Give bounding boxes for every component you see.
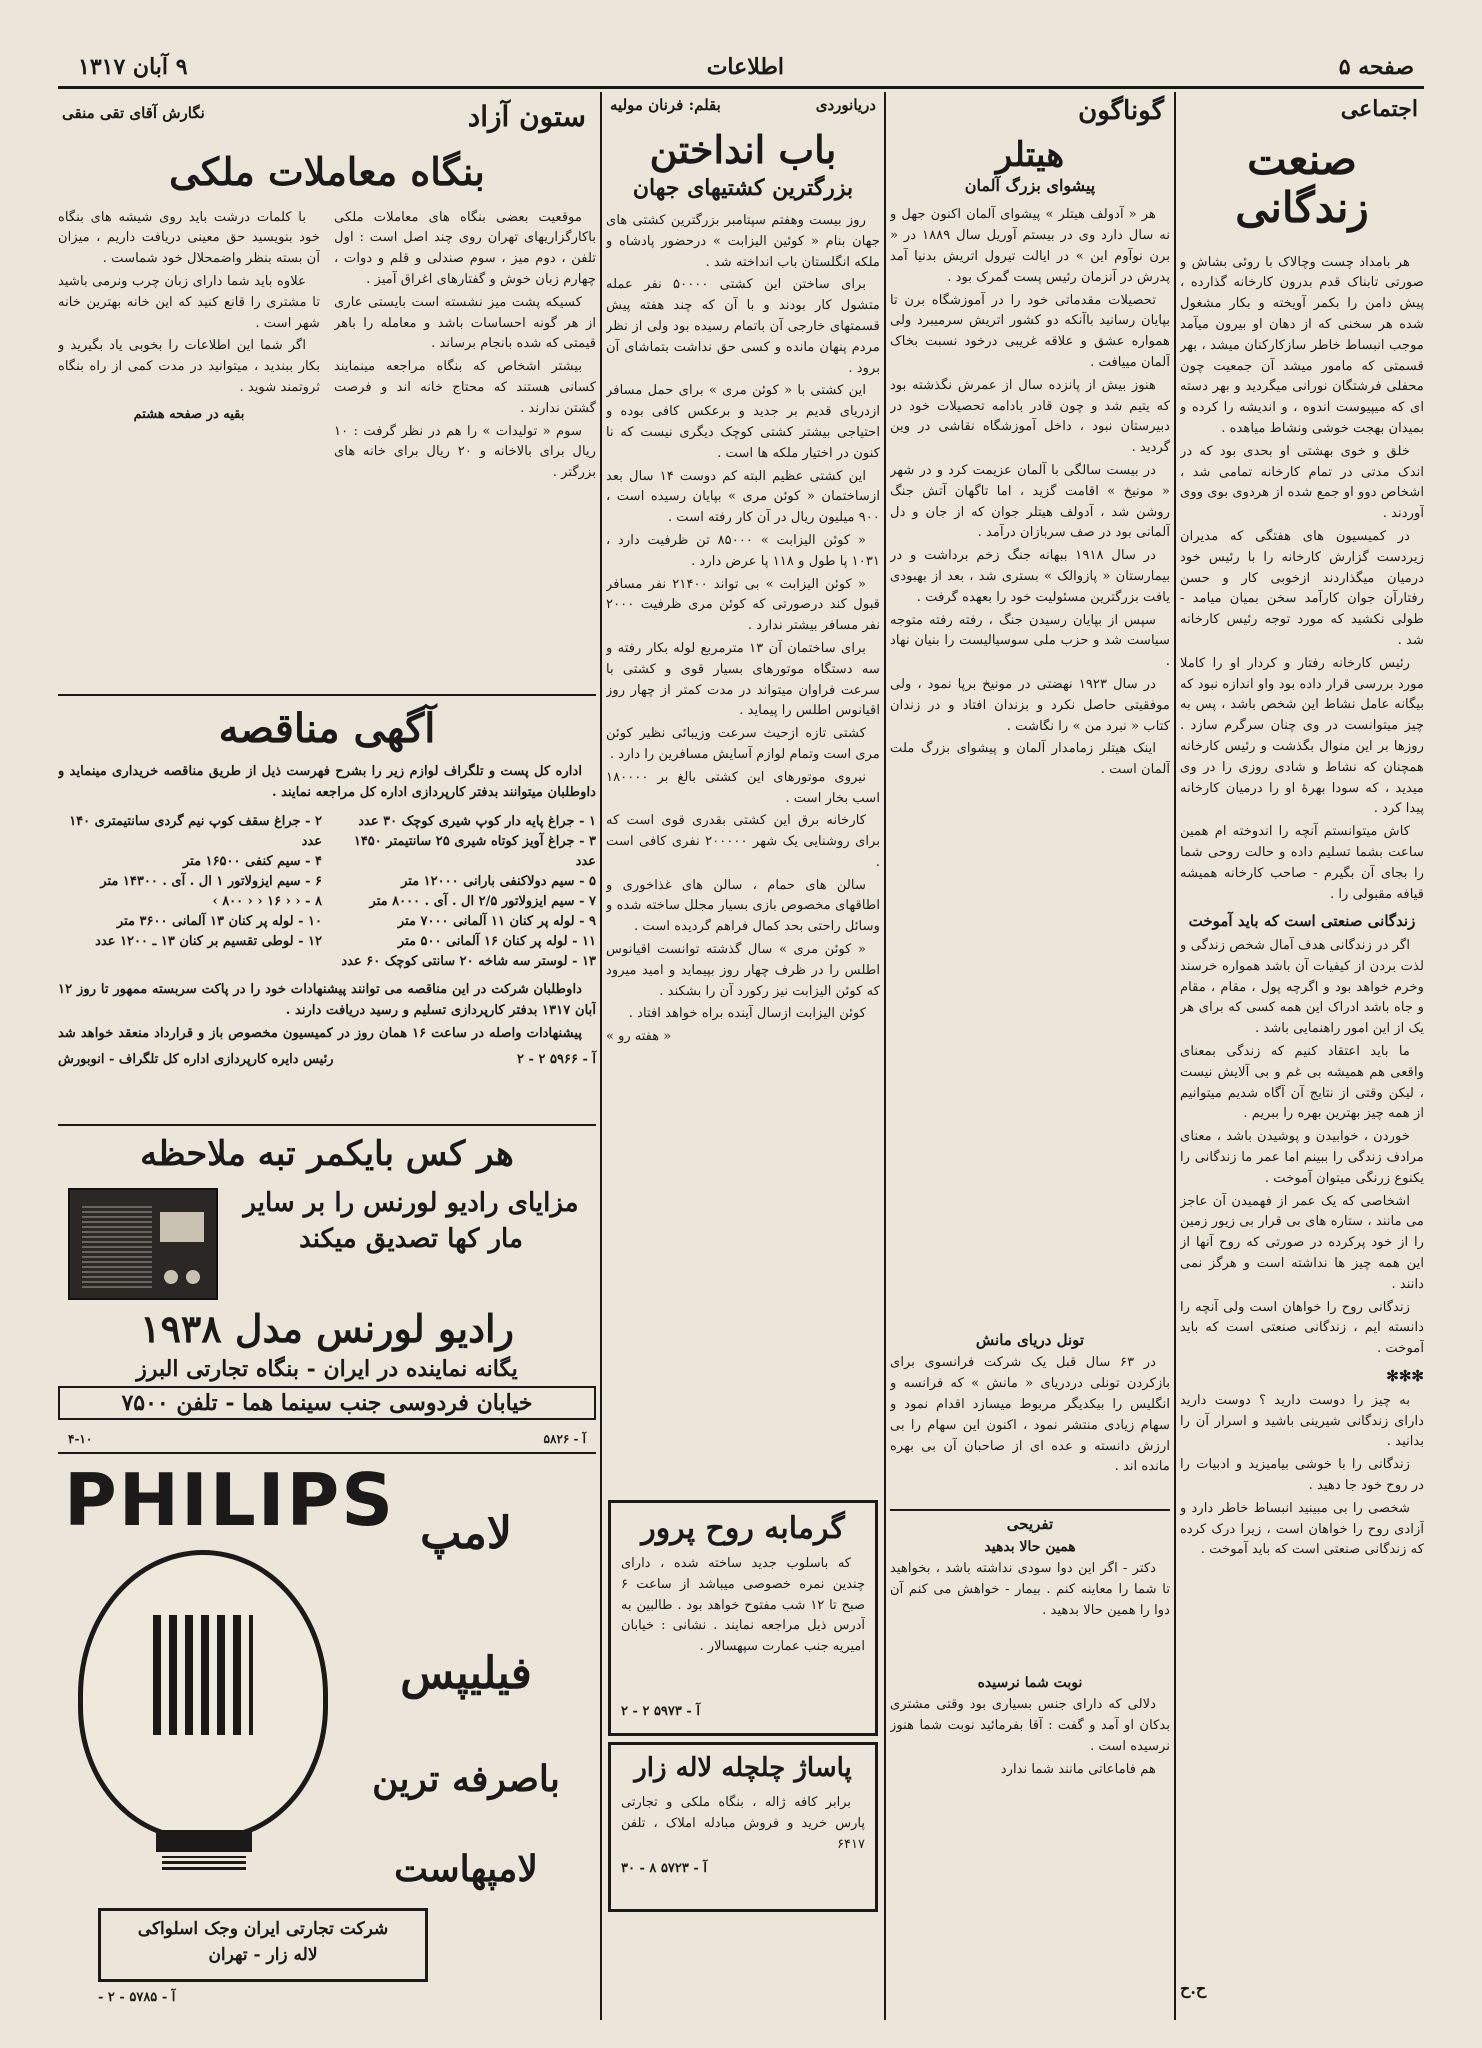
misc-title: هیتلر: [995, 135, 1065, 175]
radio-set-image: [68, 1188, 218, 1300]
tender-items-left: [58, 812, 322, 972]
social-kicker: اجتماعی: [1340, 96, 1418, 122]
paragraph: به چیز را دوست دارید ؟ دوست دارید دارای زندگانی شیرینی باشید و اسرار آن را بدانید .: [1180, 1392, 1424, 1450]
philips-address: لاله زار - تهران: [208, 1945, 318, 1965]
radio-text: [226, 1188, 596, 1254]
philips-line1: لامپ: [420, 1508, 512, 1559]
passage-ad: [608, 1742, 878, 1912]
social-column: [1180, 96, 1424, 2016]
tender-item: ۲ - جراغ سقف کوپ نیم گردی سانتیمتری ۱۴۰ عدد: [69, 814, 322, 849]
header-rule: [58, 86, 1424, 89]
paragraph: در کمیسیون های هفتگی که مدیران زیردست گزارش کارخانه را با رئیس خود درمیان میگذاردند ازخوبی کار و حسن رفتارآن جوان کارآمد سخن بمیان میامد - طولی نکشید که مورد توجه رئیس کارخانه شد .: [1180, 528, 1424, 648]
paragraph: اگر در زندگانی هدف آمال شخص زندگی و لذت بردن از کیفیات آن باشد همواره خرسند وخرم خواهد بود و اگرچه پول ، مقام ، مقام و جاه باشد ادراک این همه کسی که برای هر یک از این امور راهنمایی باشد .: [1180, 938, 1424, 1037]
paragraph: در ۶۳ سال قبل یک شرکت فرانسوی برای بازکردن تونلی دردریای « مانش » که فرانسه و انگلیس را بیکدیگر مربوط میسازد اقدام نمود و سهام زیادی منتشر نمود ، اکنون این سهام را بی ارزش دانسته و عده ای از صاحبان آن بی بهره مانده اند .: [890, 1355, 1170, 1475]
tender-item: ۹ - لوله پر کنان ۱۱ آلمانی ۷۰۰۰ متر: [397, 914, 596, 929]
paragraph: اینک هیتلر زمامدار آلمان و پیشوای بزرگ ملت آلمان است .: [890, 741, 1170, 778]
paragraph: زندگانی را با خوشی بیامیزید و ادبیات را در روح خود جا دهید .: [1180, 1457, 1424, 1494]
paragraph: دکتر - اگر این دوا سودی نداشته باشد ، بخواهید تا شما را معاینه کنم . بیمار - خواهش می کنم آن دوا را همین حالا بدهید .: [890, 1561, 1170, 1619]
free-col-left: [58, 208, 320, 648]
radio-line6: خیابان فردوسی جنب سینما هما - تلفن ۷۵۰۰: [58, 1386, 596, 1420]
tender-intro: [58, 762, 596, 806]
free-kicker: ستون آزاد: [467, 100, 586, 133]
paragraph: هر « آدولف هیتلر » پیشوای آلمان اکنون جهل و نه سال دارد وی در بیستم آوریل سال ۱۸۸۹ در « برن نوآوم این » در ایالت تیرول اتریش بدنیا آمد پدرش در آنزمان رئیس پست گمرک بود .: [890, 207, 1170, 285]
tender-item: ۶ - سیم ایزولاتور ۱ ال . آی . ۱۴۳۰۰ متر: [100, 874, 322, 889]
passage-text: [621, 1793, 865, 1861]
free-col-right: [334, 208, 596, 648]
free-title: بنگاه معاملات ملکی: [169, 149, 485, 194]
paragraph: این کشتی عظیم البته کم دوست ۱۴ سال بعد ازساختمان « کوئن مری » بپایان رسیده است ، ۹۰۰ میلیون ریال در آن کار رفته است .: [606, 468, 880, 526]
tender-notice: [58, 700, 596, 1126]
bath-code: آ - ۵۹۷۳ ۲ - ۲: [621, 1704, 700, 1719]
paragraph: کارخانه برق این کشتی بقدری قوی است که برای روشنایی یک شهر ۲۰۰۰۰۰ نفری کافی است .: [606, 813, 880, 870]
misc-subtitle: پیشوای بزرگ آلمان: [964, 176, 1096, 196]
radio-line1: هر کس بایکمر تبه ملاحظه: [140, 1134, 514, 1174]
paragraph: « کوئن الیزابت » ۸۵۰۰۰ تن ظرفیت دارد ، ۱۰۳۱ پا طول و ۱۱۸ پا عرض دارد .: [606, 532, 880, 569]
paragraph: « کوئن مری » سال گذشته توانست اقیانوس اطلس را در ظرف چهار روز بپیماید و امید میرود که کوئن الیزابت نیز رکورد آن را بشکند .: [606, 942, 880, 999]
social-subhead: زندگانی صنعتی است که باید آموخت: [1188, 912, 1416, 931]
paragraph: هم فاماعاتی مانند شما ندارد: [1000, 1761, 1156, 1777]
paragraph: خلق و خوی بهشتی او بحدی بود که در اندک مدتی در تمام کارخانه تمامی شد ، اشخاص دوو او جمع شده از هردوی بوی ووی آوردند .: [1180, 443, 1424, 522]
paragraph: شخصی را بی مبینید انبساط خاطر دارد و آزادی روح را خواهان است ، زیرا درک کرده که زندگانی صنعتی است که باید آموخت .: [1180, 1500, 1424, 1558]
paragraph: داوطلبان شرکت در این مناقصه می توانند پیشنهادات خود را در پاکت سربسته ممهور تا روز ۱۲ آبان ۱۳۱۷ بدفتر کارپردازی تسلیم و رسید دریافت دارند .: [58, 982, 596, 1018]
philips-line4: لامپهاست: [394, 1848, 538, 1890]
radio-dial: [160, 1212, 204, 1242]
radio-codes: [58, 1432, 596, 1450]
tender-footer: [58, 1052, 596, 1078]
tender-item: ۳ - جراغ آویز کوتاه شیری ۲۵ سانتیمتر ۱۴۵۰ عدد: [353, 834, 596, 869]
radio-line3: مار کها تصدیق میکند: [299, 1224, 523, 1254]
joke2-title: نوبت شما نرسیده: [977, 1675, 1083, 1692]
philips-ad: [58, 1458, 596, 2018]
radio-code-right: آ - ۵۸۲۶: [543, 1432, 586, 1446]
free-body: [58, 208, 596, 648]
paragraph: برای ساختن این کشتی ۵۰۰۰۰ نفر عمله متشول کار بودند و با آن که چند هفته پیش قسمتهای خارجی آن باتمام رسیده بود ولی از نظر مردم پنهان مانده و کسی حق نداشت بتماشای آن برود .: [606, 277, 880, 376]
paragraph: خوردن ، خوابیدن و پوشیدن باشد ، معنای مرادف زندگی را ببینم اما عمر ما زندگانی را یکنوع زرنگی میتوان آموخت .: [1180, 1129, 1424, 1186]
paragraph: پیشنهادات واصله در ساعت ۱۶ همان روز در کمیسیون مخصوص باز و قرارداد منعقد خواهد شد: [58, 1025, 582, 1041]
paragraph: علاوه باید شما دارای زبان چرب ونرمی باشید تا مشتری را قانع کنید که این خانه بهترین خانه شهر است .: [58, 274, 320, 331]
tender-item: ۱۳ - لوستر سه شاخه ۲۰ سانتی کوچک ۶۰ عدد: [341, 954, 596, 969]
paragraph: بیشتر اشخاص که بنگاه مراجعه مینمایند کسانی هستند که محتاج خانه اند و فرصت گشتن ندارند .: [334, 359, 596, 416]
paragraph: اشخاصی که یک عمر از فهمیدن آن عاجز می مانند ، ستاره های بی قرار بی زیور زمین را از خود پرکرده در صورتی که روح آنها از این همه چیز ها نداشته است و هرگز نمی دانند .: [1180, 1193, 1424, 1292]
issue-date: ۹ آبان ۱۳۱۷: [78, 54, 188, 80]
paragraph: رئیس کارخانه رفتار و کردار او را کاملا مورد بررسی قرار داده بود واو اندازه نبود که بیگانه عامل نشاط این شخص باشد ، پس به چیز میتوانست در وی چنان سرگرم سازد . روزها بر این منوال بگذشت و رئیس کارخانه همچنان که نشاط و شادی روزی را در وی میدید ، که سودا بهرهٔ او را درمیان کارخانه پیدا کرد .: [1180, 655, 1424, 817]
radio-grille: [82, 1204, 152, 1288]
paragraph: برابر کافه ژاله ، بنگاه ملکی و تجارتی پارس خرید و فروش مبادله املاک ، تلفن ۶۴۱۷: [621, 1795, 865, 1852]
tender-terms: [58, 980, 596, 1044]
column-rule: [1174, 92, 1176, 2020]
philips-brand: PHILIPS: [64, 1458, 396, 1542]
paper-name: اطلاعات: [706, 54, 784, 80]
paragraph: ما باید اعتقاد کنیم که زندگی بمعنای واقعی هم همیشه بی غم و بی آلایش نیست ، لیکن وقتی از نتایج آن آگاه شدیم میتوانیم از همه چیز بهترین بهره را ببریم .: [1180, 1044, 1424, 1122]
paragraph: هر بامداد چست وچالاک با روئی بشاش و صورتی تابناک قدم بدرون کارخانه گذارده ، پیش دامن را بکمر آویخته و بکار مشغول شده هر سخنی که از دهان او بیرون میآمد موجب انبساط خاطر سازکارکنان میشد ، بهر قسمتی که مامور میشد آن جمعیت چون محفلی فرشتگان نورانی میگردید و بهر دسته ای که میپیوست اندوه ، و اندیشه را کرده و بمیدان بهجت خوشی ونشاط میاهده .: [1180, 254, 1424, 436]
tender-signature: رئیس دایره کارپردازی اداره کل تلگراف - انوبورش: [58, 1052, 334, 1067]
paragraph: تحصیلات مقدماتی خود را در آموزشگاه برن تا بپایان رسانید باآنکه دو کشور اتریش سرمیبرد ولی همواره عشق و علاقه غریبی درخود نسبت بخاک آلمان مییافت .: [890, 292, 1170, 371]
misc-column: [890, 96, 1170, 2016]
free-continued: بقیه در صفحه هشتم: [133, 406, 245, 422]
paragraph: برای ساختمان آن ۱۳ مترمربع لوله بکار رفته و سه دستگاه موتورهای بسیار قوی و کشتی با سرعت فراوان میتواند در مدت کمتر از چهار روز اقیانوس اطلس را پیماید .: [606, 640, 880, 719]
jokes-title: تفریحی: [890, 1509, 1170, 1533]
philips-code: آ - ۵۷۸۵ - ۲ -: [98, 1990, 176, 2005]
column-rule: [884, 92, 886, 2020]
paragraph: کوئن الیزابت ازسال آینده براه خواهد افتاد .: [628, 1006, 866, 1022]
ships-byline-row: [606, 96, 880, 122]
radio-ad: [58, 1130, 596, 1430]
bath-title: گرمابه روح پرور: [641, 1511, 845, 1546]
ships-column: [606, 96, 880, 1496]
tender-items: [58, 812, 596, 972]
section-rule: [58, 1124, 596, 1126]
bulb-icon: [78, 1550, 328, 1840]
free-header: [58, 96, 596, 140]
radio-code-left: ۴-۱۰: [68, 1432, 93, 1446]
paragraph: کشتی تازه ازحیث سرعت وزیبائی نظیر کوئن مری است وتمام لوازم آسایش مسافرین را دارد .: [606, 726, 880, 762]
paragraph: با کلمات درشت باید روی شیشه های بنگاه خود بنویسید حق معینی دریافت داریم ، میزان آن بسته بنظر واضمحلال خود شماست .: [58, 209, 320, 267]
joke2-body: [890, 1695, 1170, 1845]
philips-line2: فیلیپس: [400, 1648, 532, 1699]
passage-code: آ - ۵۷۲۳ ۸ - ۳۰: [621, 1861, 707, 1876]
joke1-body: [890, 1559, 1170, 1669]
page-number: صفحه ۵: [1338, 54, 1414, 80]
joke1-title: همین حالا بدهید: [984, 1539, 1076, 1556]
tender-item: ۷ - سیم ایزولاتور ۲/۵ ال . آی . ۸۰۰۰ متر: [369, 894, 596, 909]
paragraph: موقعیت بعضی بنگاه های معاملات ملکی باکارگزاریهای تهران روی چند اصل است : اول تلفن ، دوم میز ، سوم صندلی و قلم و دوات ، چهارم زبان خوش و گفتارهای اغراق آمیز .: [334, 209, 596, 288]
paragraph: در سال ۱۹۲۳ نهضتی در مونیخ برپا نمود ، ولی موفقیتی حاصل نکرد و بزندان افتاد و در زندان کتاب « نبرد من » را نگاشت .: [890, 677, 1170, 734]
paragraph: نیروی موتورهای این کشتی بالغ بر ۱۸۰۰۰۰ اسب بخار است .: [606, 769, 880, 806]
paragraph: در بیست سالگی با آلمان عزیمت کرد و در شهر « مونیخ » اقامت گزید ، اما تاگهان آتش جنگ روشن شد ، آدولف هیتلر جوان که از جان و دل آلمانی بود در صف سربازان درآمد .: [890, 463, 1170, 541]
bulb-thread: [162, 1856, 246, 1870]
filament-icon: [153, 1615, 253, 1735]
page-header: [58, 50, 1424, 88]
free-column: [58, 96, 596, 696]
radio-line5: یگانه نماینده در ایران - بنگاه تجارتی البرز: [136, 1356, 518, 1382]
tender-item: ۸ - ‹ ‹ ۱۶ ‹ ‹ ۸۰۰ ›: [212, 894, 322, 909]
section-stars: ✻✻✻: [1386, 1367, 1424, 1386]
tunnel-body: [890, 1353, 1170, 1503]
social-signature: ح.ح: [1180, 1978, 1207, 1998]
paragraph: کسیکه پشت میز نشسته است بایستی عاری از هر گونه احساسات باشد و معامله را باهر قیمتی که شده بانجام برساند .: [334, 294, 596, 352]
paragraph: سپس از بپایان رسیدن جنگ ، رفته رفته متوجه سیاست شد و حزب ملی سوسیالیست را بنیان نهاد .: [890, 612, 1170, 670]
philips-dealer-box: [98, 1908, 428, 1982]
paragraph: هنوز بیش از پانزده سال از عمرش نگذشته بود که یتیم شد و چون قادر بادامه تحصیلات خود در دبیرستان نبود ، داخل آموزشگاه نقاشی در وین گردید .: [890, 377, 1170, 456]
passage-title: پاساژ چلچله لاله زار: [634, 1753, 852, 1783]
philips-dealer: شرکت تجارتی ایران وجک اسلواکی: [137, 1919, 389, 1939]
paragraph: این کشتی با « کوئن مری » برای حمل مسافر ازدریای قدیم بر جدید و برعکس کافی بوده و احتیاجی بیشتر کشتی کوچک دیگری نیست که نا کنون در اختیار ملکه ها است .: [606, 383, 880, 461]
bath-text: [621, 1554, 865, 1704]
paragraph: که باسلوب جدید ساخته شده ، دارای چندین نمره خصوصی میباشد از ساعت ۶ صبح تا ۱۲ شب مفتوح خواهد بود . طالبین به آدرس ذیل مراجعه نمایند . نشانی : خیابان امیریه جنب عمارت سپهسالار .: [621, 1556, 865, 1655]
radio-knob: [164, 1270, 178, 1284]
radio-knob: [186, 1270, 200, 1284]
free-report: نگارش آقای تقی منقی: [62, 104, 205, 122]
radio-line2: مزایای رادیو لورنس را بر سایر: [243, 1188, 579, 1218]
bath-ad: [608, 1500, 878, 1736]
bulb-base: [156, 1830, 252, 1852]
tender-item: ۱۱ - لوله پر کنان ۱۶ آلمانی ۵۰۰ متر: [397, 934, 596, 949]
radio-line4: رادیو لورنس مدل ۱۹۳۸: [140, 1306, 514, 1351]
paragraph: اداره کل پست و تلگراف لوازم زیر را بشرح فهرست ذیل از طریق مناقصه خریداری مینماید و داوطلبان میتوانند بدفتر کارپردازی اداره کل مراجعه نمایند .: [58, 764, 596, 800]
section-rule: [58, 694, 596, 696]
ships-subtitle: بزرگترین کشتیهای جهان: [632, 174, 854, 201]
paragraph: « کوئن الیزابت » بی تواند ۲۱۴۰۰ نفر مسافر قبول کند درصورتی که کوئن مری ظرفیت ۲۰۰۰ نفر مسافر بیشتر ندارد .: [606, 576, 880, 634]
paragraph: در سال ۱۹۱۸ ببهانه جنگ زخم برداشت و در بیمارستان « پازوالک » بستری شد ، بعد از بهبودی یافت بزرگترین مسئولیت خود را بعهده گرفت .: [890, 548, 1170, 605]
ships-signature: « هفته رو »: [606, 1029, 672, 1045]
ships-byline: دریانوردی: [815, 96, 876, 114]
philips-line3: باصرفه ترین: [372, 1758, 560, 1800]
tender-item: ۴ - سیم کنفی ۱۶۵۰۰ متر: [183, 854, 322, 869]
paragraph: دلالی که دارای جنس بسیاری بود وقتی مشتری بدکان او آمد و گفت : آقا بفرمائید نوبت شما هنوز نرسیده است .: [890, 1697, 1170, 1755]
social-body: [1180, 253, 1424, 1973]
paragraph: اگر شما این اطلاعات را بخوبی یاد بگیرید و بکار ببندید ، میتوانید در مدت کمی از راه بنگاه ثروتمند شوید .: [58, 338, 320, 396]
column-rule: [600, 92, 602, 2020]
section-rule: [58, 1452, 596, 1454]
social-title: صنعت زندگانی: [1235, 135, 1369, 233]
tender-item: ۱ - جراغ پایه دار کوپ شیری کوچک ۳۰ عدد: [358, 814, 596, 829]
misc-body: [890, 205, 1170, 1325]
tender-items-right: [332, 812, 596, 972]
tender-title: آگهی مناقصه: [218, 705, 436, 752]
ships-author: بقلم: فرنان مولیه: [610, 96, 721, 114]
ships-body: [606, 211, 880, 1441]
tender-item: ۵ - سیم دولاکنفی بارانی ۱۲۰۰۰ متر: [401, 874, 596, 889]
tender-item: ۱۲ - لوطی تقسیم بر کنان ۱۳ ـ ۱۲۰۰ عدد: [95, 934, 322, 949]
tender-code: آ - ۵۹۶۶ ۲ - ۲: [517, 1052, 596, 1067]
paragraph: زندگانی روح را خواهان است ولی آنچه را دانسته ایم ، زندگانی صنعتی است که باید آموخت .: [1180, 1299, 1424, 1357]
tender-item: ۱۰ - لوله پر کنان ۱۳ آلمانی ۳۶۰۰ متر: [116, 914, 322, 929]
paragraph: روز بیست وهفتم سپتامبر بزرگترین کشتی های جهان بنام « کوئین الیزابت » درحضور پادشاه و ملکه انگلستان باب انداخته شد .: [606, 212, 880, 270]
paragraph: سوم « تولیدات » را هم در نظر گرفت : ۱۰ ریال برای بالاخانه و ۲۰ ریال برای خانه های بزرگتر .: [334, 423, 596, 481]
paragraph: کاش میتوانستم آنچه را اندوخته ام همین ساعت بشما تسلیم داده و حالت روحی شما را بجای آن بگیرم - صاحب کارخانه همیشه قیافه مقبولی را .: [1180, 824, 1424, 902]
ships-title: باب انداختن: [649, 127, 837, 172]
tunnel-title: تونل دریای مانش: [975, 1331, 1085, 1350]
paragraph: سالن های حمام ، سالن های غذاخوری و اطاقهای مخصوص بازی بسیار مجلل ساخته شده و وسائل راحتی بحد کمال فراهم گردیده است .: [606, 877, 880, 935]
misc-kicker: گوناگون: [1078, 96, 1164, 126]
